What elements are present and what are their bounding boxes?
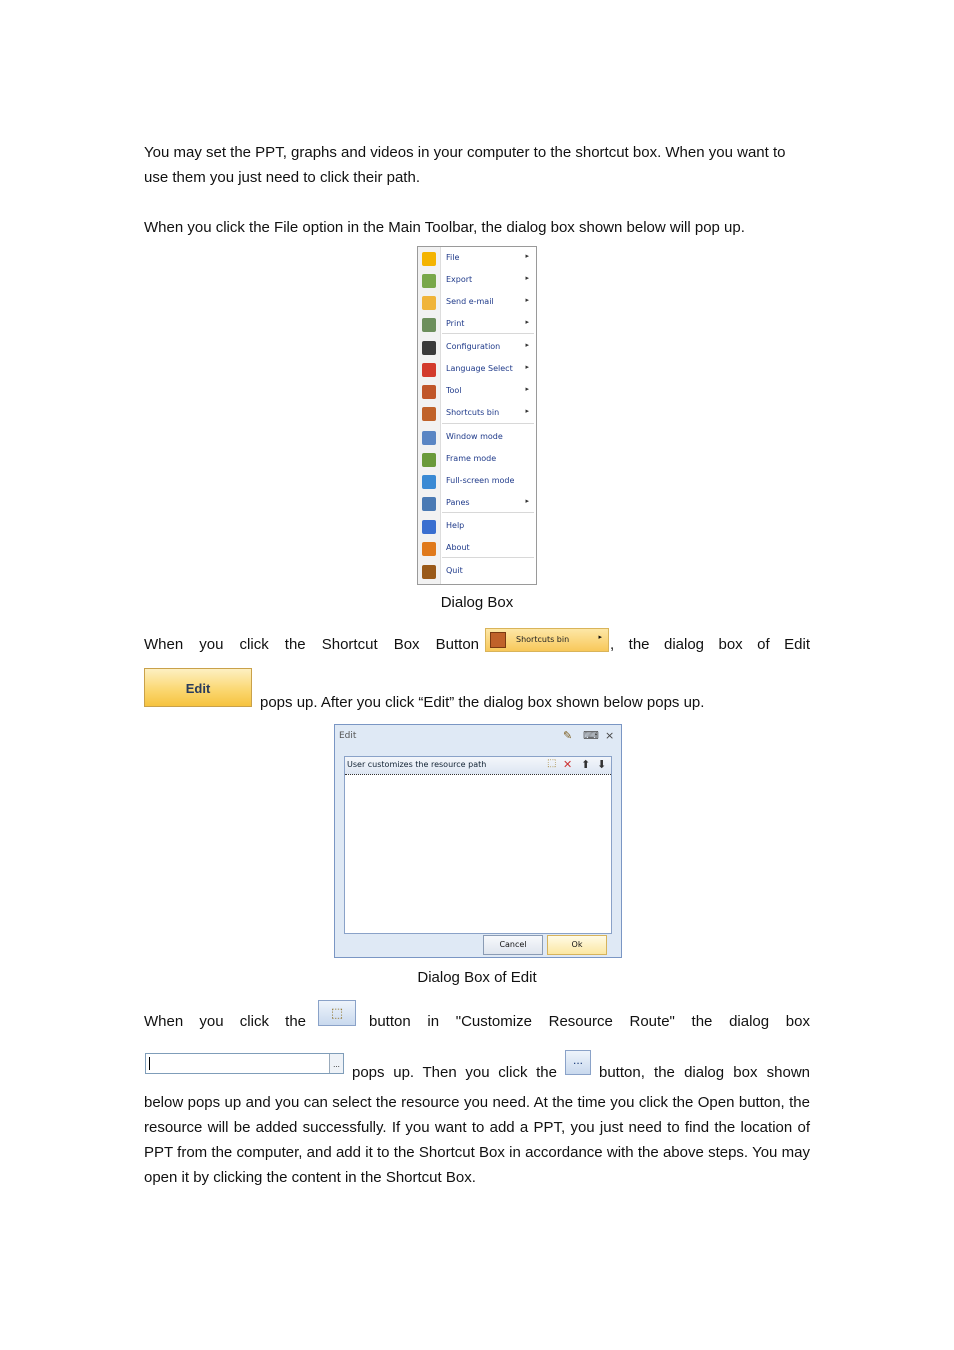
move-down-icon[interactable]: ⬇ bbox=[597, 758, 607, 771]
menu-item-quit[interactable] bbox=[418, 562, 536, 582]
new-item-icon: ⬚ bbox=[330, 1005, 344, 1020]
menu-separator bbox=[442, 423, 534, 424]
move-up-icon[interactable]: ⬆ bbox=[581, 758, 591, 771]
menu-item-label: Export bbox=[446, 275, 473, 284]
menu-item-language-select[interactable] bbox=[418, 360, 536, 380]
shortcut-line-text: When you click the Shortcut Box Button bbox=[144, 636, 479, 653]
shortcuts-bin-label: Shortcuts bin bbox=[516, 635, 570, 644]
file-icon bbox=[422, 252, 436, 266]
browse-button[interactable]: ... bbox=[565, 1050, 591, 1075]
frame-mode-icon bbox=[422, 453, 436, 467]
menu-item-label: Help bbox=[446, 521, 465, 530]
shortcuts-bin-icon bbox=[490, 632, 506, 648]
submenu-arrow-icon: ▸ bbox=[525, 407, 529, 415]
submenu-arrow-icon: ▸ bbox=[525, 497, 529, 505]
menu-item-label: Tool bbox=[446, 386, 462, 395]
delete-icon[interactable]: ✕ bbox=[563, 758, 573, 771]
menu-item-label: Configuration bbox=[446, 342, 501, 351]
menu-item-label: Language Select bbox=[446, 364, 513, 373]
cancel-button[interactable]: Cancel bbox=[483, 935, 543, 955]
keyboard-icon[interactable]: ⌨ bbox=[583, 729, 599, 742]
print-icon bbox=[422, 318, 436, 332]
close-icon[interactable]: × bbox=[605, 729, 615, 742]
text-cursor bbox=[149, 1057, 150, 1070]
caption-dialog-box: Dialog Box bbox=[440, 594, 514, 611]
send-e-mail-icon bbox=[422, 296, 436, 310]
quit-icon bbox=[422, 565, 436, 579]
intro-paragraph: You may set the PPT, graphs and videos in your computer to the shortcut box. When you want to use them you just need to click their path. bbox=[144, 144, 786, 186]
menu-separator bbox=[442, 557, 534, 558]
menu-item-shortcuts-bin[interactable] bbox=[418, 404, 536, 424]
menu-item-label: Shortcuts bin bbox=[446, 408, 500, 417]
menu-item-label: Send e-mail bbox=[446, 297, 494, 306]
menu-item-label: File bbox=[446, 253, 460, 262]
tool-icon bbox=[422, 385, 436, 399]
menu-item-print[interactable] bbox=[418, 315, 536, 335]
menu-item-label: Panes bbox=[446, 498, 470, 507]
menu-item-label: Full-screen mode bbox=[446, 476, 515, 485]
resource-path-header bbox=[345, 757, 611, 775]
resource-path-panel bbox=[344, 756, 612, 934]
ok-button[interactable]: Ok bbox=[547, 935, 607, 955]
menu-item-export[interactable] bbox=[418, 271, 536, 291]
resource-path-header-text: User customizes the resource path bbox=[347, 760, 487, 769]
language-select-icon bbox=[422, 363, 436, 377]
menu-item-configuration[interactable] bbox=[418, 338, 536, 358]
body-rest-paragraph: below pops up and you can select the resource you need. At the time you click the Open button, the resource will be added successfully. If you want to add a PPT, you just need to find the location of PPT from the computer, and add it to the Shortcut Box in accordance with the above steps. You may open it by clicking the content in the Shortcut Box. bbox=[144, 1094, 810, 1186]
submenu-arrow-icon: ▸ bbox=[525, 318, 529, 326]
menu-item-full-screen-mode[interactable] bbox=[418, 472, 536, 492]
menu-item-send-e-mail[interactable] bbox=[418, 293, 536, 313]
panes-icon bbox=[422, 497, 436, 511]
click-line-post: button in "Customize Resource Route" the dialog box bbox=[369, 1013, 810, 1030]
caption-dialog-box-edit: Dialog Box of Edit bbox=[417, 969, 537, 986]
menu-item-label: About bbox=[446, 543, 470, 552]
menu-separator bbox=[442, 512, 534, 513]
menu-item-panes[interactable] bbox=[418, 494, 536, 514]
menu-item-window-mode[interactable] bbox=[418, 428, 536, 448]
menu-separator bbox=[442, 333, 534, 334]
menu-item-label: Print bbox=[446, 319, 465, 328]
popsup-line-post: button, the dialog box shown bbox=[599, 1064, 810, 1081]
resource-path-input[interactable] bbox=[145, 1053, 344, 1074]
menu-item-file[interactable] bbox=[418, 249, 536, 269]
click-line-pre: When you click the bbox=[144, 1013, 306, 1030]
window-mode-icon bbox=[422, 431, 436, 445]
submenu-arrow-icon: ▸ bbox=[525, 385, 529, 393]
shortcuts-bin-button[interactable] bbox=[485, 628, 609, 652]
menu-item-help[interactable] bbox=[418, 517, 536, 537]
submenu-arrow-icon: ▸ bbox=[525, 274, 529, 282]
submenu-arrow-icon: ▸ bbox=[598, 633, 602, 641]
menu-item-about[interactable] bbox=[418, 539, 536, 559]
menu-item-tool[interactable] bbox=[418, 382, 536, 402]
edit-dialog-title: Edit bbox=[339, 731, 357, 741]
edit-dialog bbox=[334, 724, 622, 958]
submenu-arrow-icon: ▸ bbox=[525, 341, 529, 349]
main-file-menu bbox=[417, 246, 537, 585]
submenu-arrow-icon: ▸ bbox=[525, 363, 529, 371]
shortcut-line-post: , the dialog box of Edit bbox=[610, 636, 810, 653]
configuration-icon bbox=[422, 341, 436, 355]
about-icon bbox=[422, 542, 436, 556]
new-item-icon[interactable]: ⬚ bbox=[547, 758, 557, 769]
rename-icon[interactable]: ✎ bbox=[563, 729, 573, 742]
edit-line-post: pops up. After you click “Edit” the dialog box shown below pops up. bbox=[260, 694, 705, 711]
full-screen-mode-icon bbox=[422, 475, 436, 489]
menu-item-label: Quit bbox=[446, 566, 463, 575]
browse-small-button[interactable]: ... bbox=[329, 1054, 343, 1073]
menu-item-label: Frame mode bbox=[446, 454, 497, 463]
submenu-arrow-icon: ▸ bbox=[525, 252, 529, 260]
help-icon bbox=[422, 520, 436, 534]
submenu-arrow-icon: ▸ bbox=[525, 296, 529, 304]
edit-button[interactable]: Edit bbox=[144, 668, 252, 707]
menu-item-frame-mode[interactable] bbox=[418, 450, 536, 470]
file-sentence: When you click the File option in the Main Toolbar, the dialog box shown below will pop up. bbox=[144, 219, 745, 236]
popsup-line: pops up. Then you click the bbox=[352, 1064, 557, 1081]
shortcuts-bin-icon bbox=[422, 407, 436, 421]
new-resource-button[interactable] bbox=[318, 1000, 356, 1026]
menu-item-label: Window mode bbox=[446, 432, 503, 441]
export-icon bbox=[422, 274, 436, 288]
